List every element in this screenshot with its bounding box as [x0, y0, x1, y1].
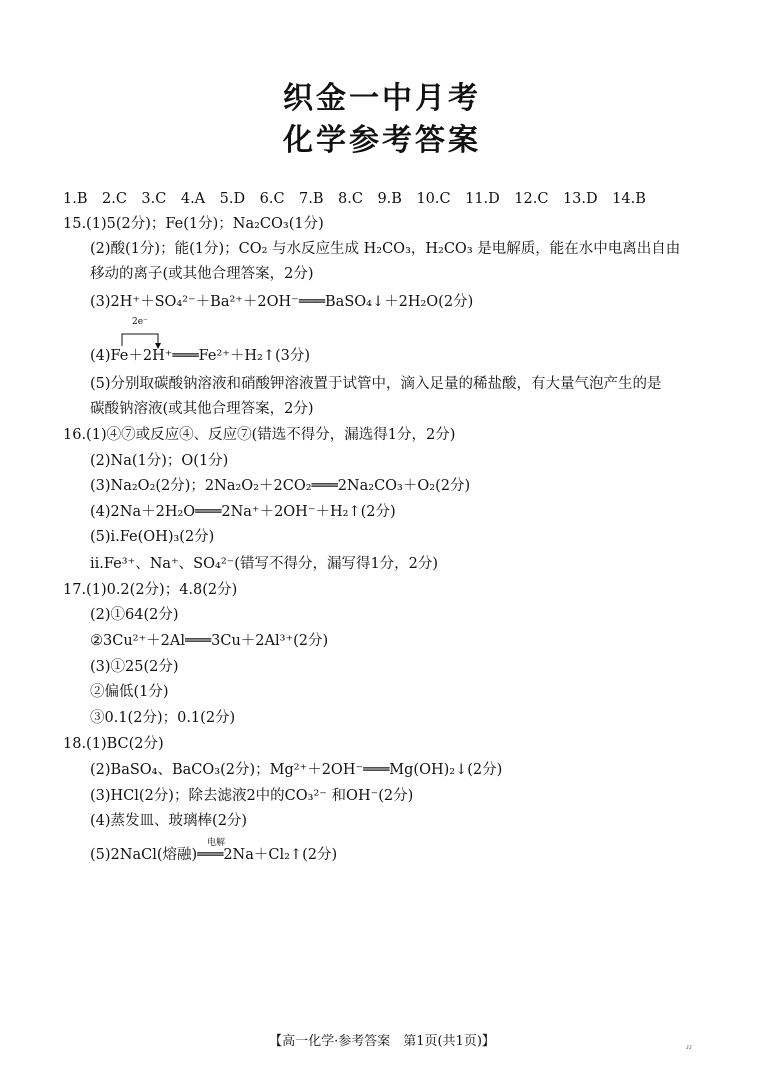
- answer-line-17-2a: (2)①64(2分): [90, 607, 179, 623]
- answer-line-16-4: (4)2Na＋2H₂O═══2Na⁺＋2OH⁻＋H₂↑(2分): [90, 504, 396, 520]
- answer-line-18-5: (5)2NaCl(熔融)═══2Na＋Cl₂↑(2分): [90, 847, 338, 863]
- page-footer: 【高一化学·参考答案 第1页(共1页)】: [269, 1034, 495, 1049]
- answer-line-18-3: (3)HCl(2分)；除去滤液2中的CO₃²⁻ 和OH⁻(2分): [90, 788, 414, 804]
- answer-line-16-5i: (5)ⅰ.Fe(OH)₃(2分): [90, 529, 215, 545]
- answer-line-15-5: (5)分别取碳酸钠溶液和硝酸钾溶液置于试管中，滴入足量的稀盐酸，有大量气泡产生的是: [90, 376, 662, 392]
- answer-line-18-2: (2)BaSO₄、BaCO₃(2分)；Mg²⁺＋2OH⁻═══Mg(OH)₂↓(2分): [90, 762, 503, 778]
- answer-line-16-5ii: ⅱ.Fe³⁺、Na⁺、SO₄²⁻(错写不得分，漏写得1分，2分): [90, 556, 439, 572]
- answer-line-choice: 1.B 2.C 3.C 4.A 5.D 6.C 7.B 8.C 9.B 10.C 11.D 12.C 13.D 14.B: [63, 191, 646, 207]
- answer-line-18-1: 18.(1)BC(2分): [63, 736, 164, 752]
- answer-line-17-3c: ③0.1(2分)；0.1(2分): [90, 710, 236, 726]
- answer-line-15-5b: 碳酸钠溶液(或其他合理答案，2分): [90, 401, 314, 417]
- electrolysis-condition: 电解: [207, 838, 226, 848]
- answer-line-16-2: (2)Na(1分)；O(1分): [90, 453, 229, 469]
- answer-line-15-3: (3)2H⁺＋SO₄²⁻＋Ba²⁺＋2OH⁻═══BaSO₄↓＋2H₂O(2分): [90, 294, 474, 310]
- document-subtitle: 化学参考答案: [283, 123, 481, 158]
- answer-line-16-3: (3)Na₂O₂(2分)；2Na₂O₂＋2CO₂═══2Na₂CO₃＋O₂(2分): [90, 478, 471, 494]
- answer-line-17-1: 17.(1)0.2(2分)；4.8(2分): [63, 582, 238, 598]
- page-corner-mark: ᴊᴊ: [686, 1044, 692, 1051]
- answer-line-18-4: (4)蒸发皿、玻璃棒(2分): [90, 813, 248, 829]
- answer-line-16-1: 16.(1)④⑦或反应④、反应⑦(错选不得分，漏选得1分，2分): [63, 427, 456, 443]
- answer-line-17-3a: (3)①25(2分): [90, 659, 179, 675]
- electron-transfer-label: 2e⁻: [132, 317, 148, 327]
- answer-line-15-2: (2)酸(1分)；能(1分)；CO₂ 与水反应生成 H₂CO₃，H₂CO₃ 是电解质，能在水中电离出自由: [90, 241, 681, 257]
- answer-line-17-2b: ②3Cu²⁺＋2Al═══3Cu＋2Al³⁺(2分): [90, 633, 329, 649]
- answer-line-15-4: (4)Fe＋2H⁺═══Fe²⁺＋H₂↑(3分): [90, 348, 311, 364]
- answer-line-17-3b: ②偏低(1分): [90, 684, 169, 700]
- document-title: 织金一中月考: [283, 81, 481, 116]
- answer-line-15-2b: 移动的离子(或其他合理答案，2分): [90, 266, 314, 282]
- answer-line-15-1: 15.(1)5(2分)；Fe(1分)；Na₂CO₃(1分): [63, 216, 324, 232]
